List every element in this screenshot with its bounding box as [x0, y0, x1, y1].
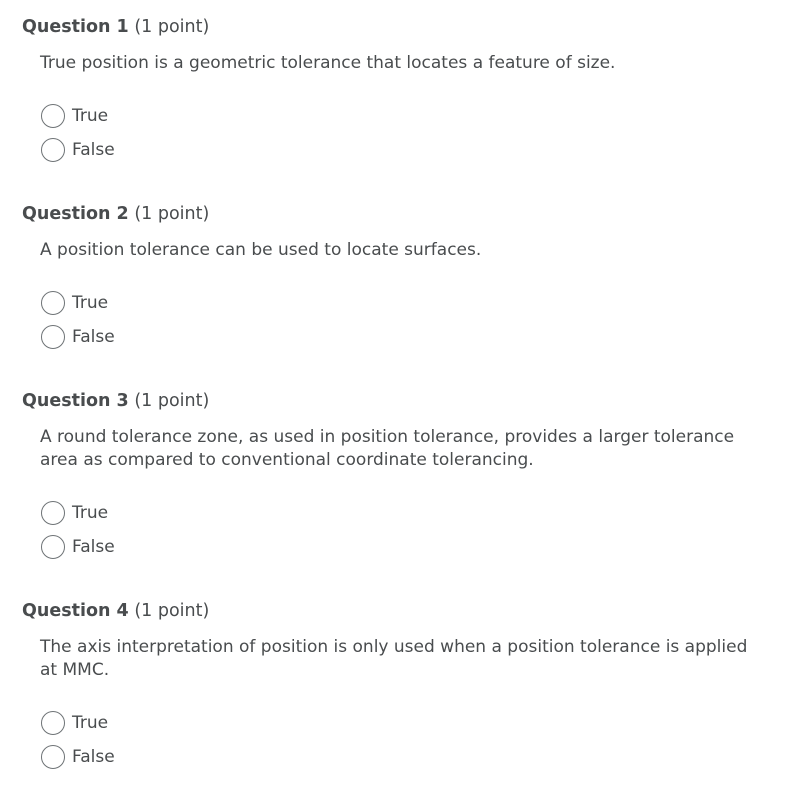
option-label[interactable]: True — [72, 106, 109, 126]
option-true[interactable] — [41, 500, 108, 526]
radio-button[interactable] — [41, 711, 65, 735]
radio-button[interactable] — [41, 745, 65, 769]
question-text: A round tolerance zone, as used in position tolerance, provides a larger tolerance area as compared to conventional coordinate tolerancing. — [40, 427, 735, 470]
option-false[interactable] — [41, 534, 115, 560]
option-label[interactable]: False — [72, 327, 115, 347]
option-label[interactable]: False — [72, 140, 115, 160]
radio-button[interactable] — [41, 104, 65, 128]
option-false[interactable] — [41, 744, 115, 770]
option-label[interactable]: False — [72, 537, 115, 557]
question-label: Question 3 — [22, 391, 129, 411]
option-label[interactable]: True — [72, 293, 109, 313]
option-true[interactable] — [41, 103, 108, 129]
option-true[interactable] — [41, 710, 108, 736]
question-label: Question 1 — [22, 17, 129, 37]
option-false[interactable] — [41, 324, 115, 350]
question-header — [22, 389, 209, 413]
question-label: Question 4 — [22, 601, 129, 621]
radio-button[interactable] — [41, 138, 65, 162]
question-header — [22, 202, 209, 226]
radio-button[interactable] — [41, 325, 65, 349]
option-label[interactable]: True — [72, 713, 109, 733]
question-header — [22, 15, 209, 39]
question-points: (1 point) — [134, 391, 210, 411]
option-false[interactable] — [41, 137, 115, 163]
radio-button[interactable] — [41, 291, 65, 315]
option-true[interactable] — [41, 290, 108, 316]
question-text: The axis interpretation of position is only used when a position tolerance is applied at MMC. — [40, 637, 748, 680]
option-label[interactable]: False — [72, 747, 115, 767]
radio-button[interactable] — [41, 501, 65, 525]
question-text: A position tolerance can be used to locate surfaces. — [40, 240, 482, 260]
question-label: Question 2 — [22, 204, 129, 224]
question-points: (1 point) — [134, 601, 210, 621]
question-points: (1 point) — [134, 17, 210, 37]
question-header — [22, 599, 209, 623]
option-label[interactable]: True — [72, 503, 109, 523]
question-points: (1 point) — [134, 204, 210, 224]
question-text: True position is a geometric tolerance that locates a feature of size. — [40, 53, 616, 73]
radio-button[interactable] — [41, 535, 65, 559]
